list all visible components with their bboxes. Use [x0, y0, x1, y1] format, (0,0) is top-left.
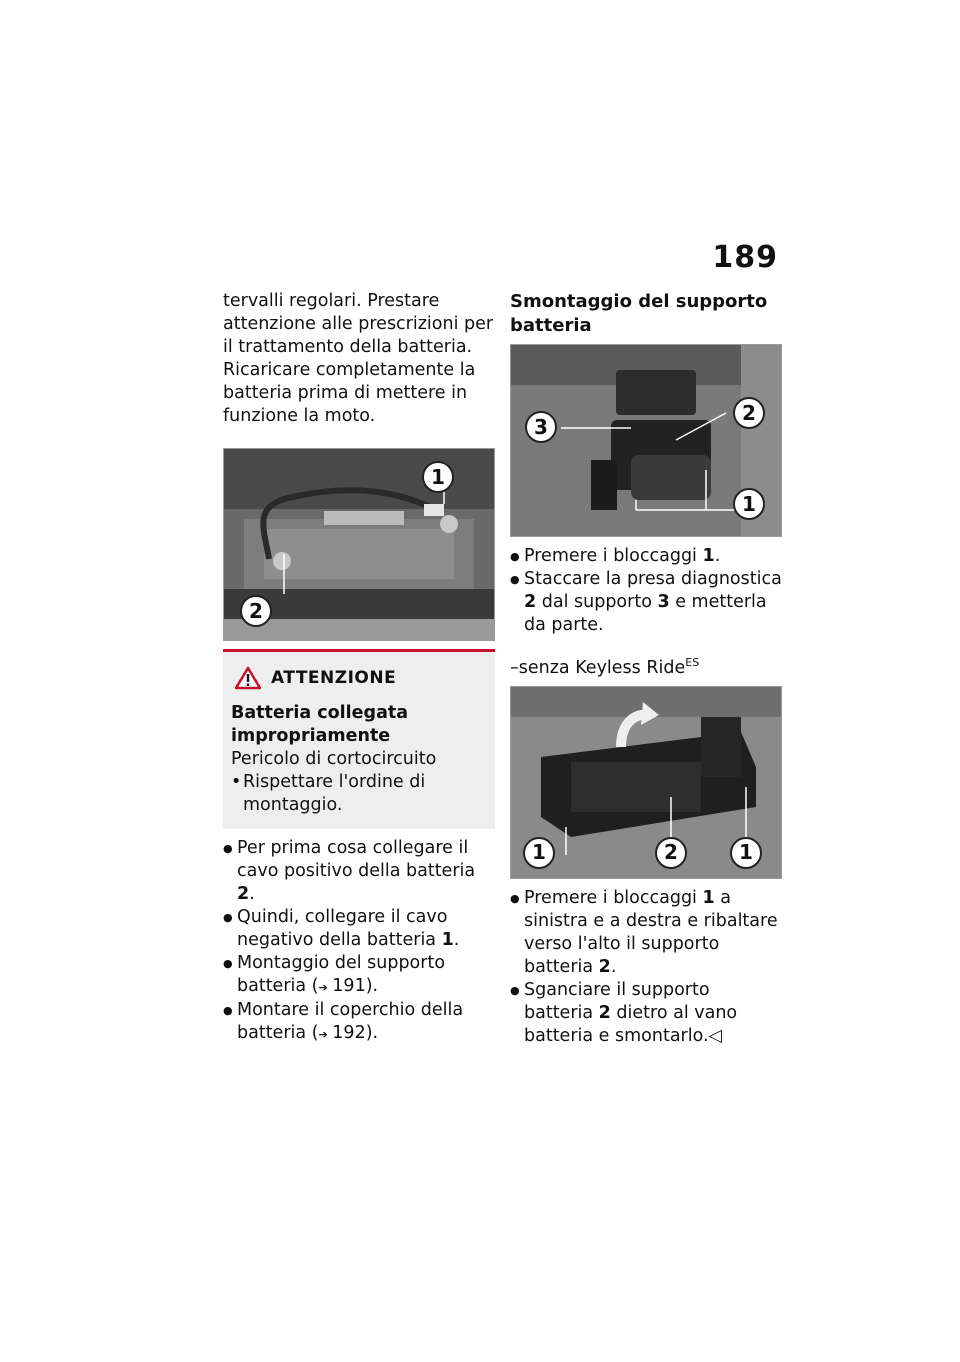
warning-title: ATTENZIONE: [271, 667, 397, 688]
list-item[interactable]: ● Montare il coperchio della batteria (➔ 192).: [223, 999, 495, 1046]
callout-3: 3: [525, 411, 557, 443]
right-steps-a: [510, 545, 782, 637]
right-column: [510, 290, 782, 1048]
list-item: ● Premere i bloccaggi 1 a sinistra e a destra e ribaltare verso l'alto il supporto batteria 2.: [510, 887, 782, 979]
section-title: Smontaggio del supporto batteria: [510, 291, 768, 336]
callout-1-left: 1: [523, 837, 555, 869]
warning-subtitle: Batteria collegata impropriamente: [231, 703, 409, 746]
callout-2: 2: [733, 397, 765, 429]
list-item: ● Quindi, collegare il cavo negativo della batteria 1.: [223, 906, 495, 952]
diagnostic-socket-figure: [510, 344, 782, 537]
warning-box: [223, 649, 495, 829]
warning-list: [231, 771, 487, 817]
list-item: ● Per prima cosa collegare il cavo positivo della batteria 2.: [223, 837, 495, 906]
warning-header: [235, 666, 487, 690]
list-item: ● Sganciare il supporto batteria 2 dietro al vano batteria e smontarlo.◁: [510, 979, 782, 1048]
callout-2: 2: [655, 837, 687, 869]
warning-item: • Rispettare l'ordine di montaggio.: [231, 771, 487, 817]
callout-1: 1: [422, 461, 454, 493]
right-steps-b: [510, 887, 782, 1048]
intro-paragraph: tervalli regolari. Prestare attenzione alle prescrizioni per il trattamento della batteria. Ricaricare completamente la batteria prima di mettere in funzione la moto.: [223, 291, 494, 426]
warning-text: Pericolo di cortocircuito: [231, 749, 437, 769]
page-ref-arrow-icon: ➔: [318, 981, 327, 994]
condition-label: –senza Keyless Ride$^{ES}$: [510, 656, 700, 678]
left-column: [223, 290, 495, 1046]
callout-2: 2: [240, 595, 272, 627]
callout-1: 1: [733, 488, 765, 520]
page-reference-link[interactable]: 192: [332, 1023, 366, 1043]
warning-triangle-icon: [235, 666, 261, 690]
battery-terminals-figure: [223, 448, 495, 641]
page-number: 189: [712, 240, 778, 275]
list-item: ● Premere i bloccaggi 1.: [510, 545, 782, 568]
page-reference-link[interactable]: 191: [332, 976, 366, 996]
page-ref-arrow-icon: ➔: [318, 1028, 327, 1041]
list-item: ● Staccare la presa diagnostica 2 dal supporto 3 e metterla da parte.: [510, 568, 782, 637]
callout-1-right: 1: [730, 837, 762, 869]
left-steps: [223, 837, 495, 1046]
battery-holder-figure: [510, 686, 782, 879]
list-item[interactable]: ● Montaggio del supporto batteria (➔ 191).: [223, 952, 495, 999]
